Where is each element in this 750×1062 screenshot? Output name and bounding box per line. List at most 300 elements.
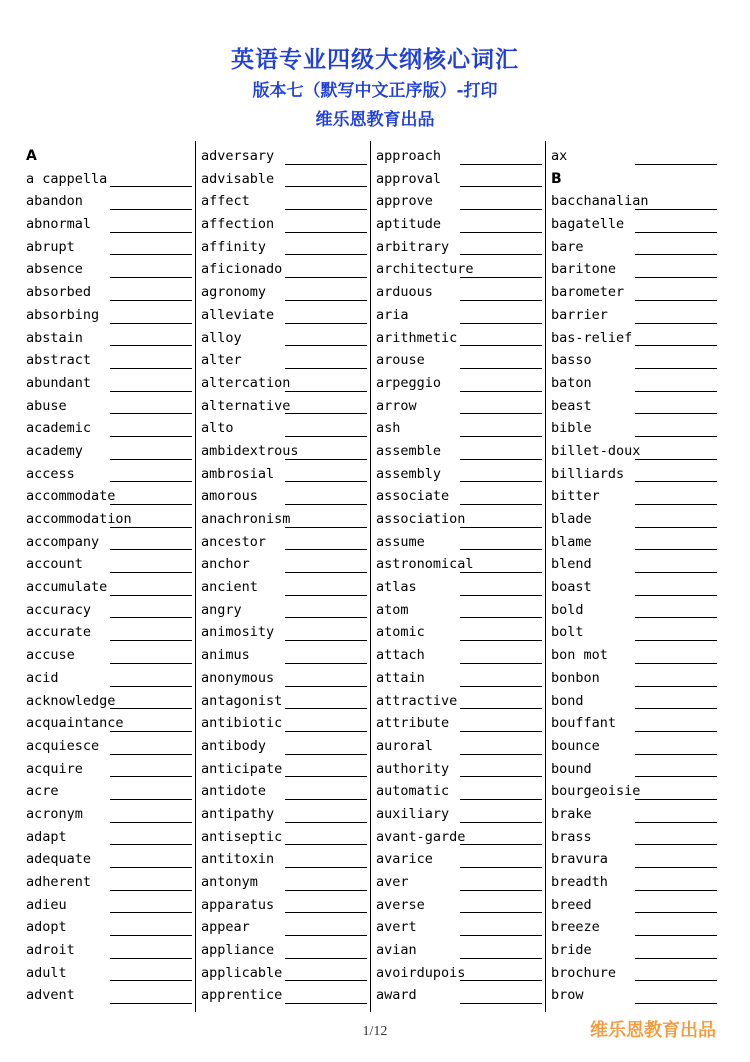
vocab-row: [376, 281, 546, 304]
answer-blank: [285, 254, 367, 255]
vocab-word: automatic: [376, 783, 450, 800]
vocab-row: [201, 168, 371, 191]
vocab-row: [376, 599, 546, 622]
answer-blank: [460, 186, 542, 187]
vocab-word: assembly: [376, 465, 442, 482]
vocab-word: affection: [201, 216, 275, 233]
answer-blank: [110, 368, 192, 369]
vocab-word: atlas: [376, 579, 417, 596]
vocab-word: abrupt: [26, 238, 75, 255]
vocab-word: adequate: [26, 851, 92, 868]
answer-blank: [635, 799, 717, 800]
vocab-word: bon mot: [551, 647, 608, 664]
vocab-word: avant-garde: [376, 828, 466, 845]
vocab-row: [551, 258, 721, 281]
vocab-row: [376, 644, 546, 667]
vocab-row: [376, 531, 546, 554]
vocab-row: [26, 168, 196, 191]
vocab-word: aptitude: [376, 216, 442, 233]
answer-blank: [635, 844, 717, 845]
answer-blank: [110, 209, 192, 210]
vocab-word: ancestor: [201, 533, 267, 550]
vocab-word: abstain: [26, 329, 83, 346]
vocab-word: acquire: [26, 760, 83, 777]
vocab-row: [376, 667, 546, 690]
answer-blank: [285, 413, 367, 414]
vocab-word: advisable: [201, 170, 275, 187]
vocab-row: [201, 962, 371, 985]
answer-blank: [635, 504, 717, 505]
answer-blank: [110, 549, 192, 550]
answer-blank: [460, 822, 542, 823]
answer-blank: [460, 890, 542, 891]
vocab-row: [551, 916, 721, 939]
vocab-word: ambrosial: [201, 465, 275, 482]
vocab-row: [376, 871, 546, 894]
vocab-word: a cappella: [26, 170, 108, 187]
vocab-row: [26, 553, 196, 576]
answer-blank: [635, 595, 717, 596]
vocab-row: [551, 440, 721, 463]
vocab-word: bravura: [551, 851, 608, 868]
answer-blank: [110, 186, 192, 187]
vocab-word: arithmetic: [376, 329, 458, 346]
answer-blank: [635, 1003, 717, 1004]
vocab-word: auxiliary: [376, 805, 450, 822]
vocab-word: apprentice: [201, 987, 283, 1004]
vocab-row: [551, 281, 721, 304]
vocab-row: [376, 145, 546, 168]
vocab-word: arouse: [376, 352, 425, 369]
vocab-word: billet-doux: [551, 442, 641, 459]
vocab-row: [26, 916, 196, 939]
answer-blank: [285, 572, 367, 573]
vocab-row: [26, 621, 196, 644]
answer-blank: [635, 368, 717, 369]
vocab-word: beast: [551, 397, 592, 414]
answer-blank: [460, 867, 542, 868]
vocab-row: [26, 213, 196, 236]
answer-blank: [635, 481, 717, 482]
vocab-row: [551, 894, 721, 917]
vocab-word: affect: [201, 193, 250, 210]
vocab-word: agronomy: [201, 284, 267, 301]
vocab-row: [26, 576, 196, 599]
vocab-word: avert: [376, 919, 417, 936]
vocab-row: [551, 531, 721, 554]
vocab-word: alloy: [201, 329, 242, 346]
vocab-word: breed: [551, 896, 592, 913]
vocab-row: [201, 712, 371, 735]
vocab-row: [376, 372, 546, 395]
vocab-word: attribute: [376, 715, 450, 732]
vocab-row: [551, 712, 721, 735]
vocab-word: anonymous: [201, 669, 275, 686]
answer-blank: [110, 481, 192, 482]
answer-blank: [460, 754, 542, 755]
answer-blank: [110, 867, 192, 868]
page-subtitle: 版本七（默写中文正序版）-打印: [252, 81, 498, 101]
answer-blank: [635, 164, 717, 165]
answer-blank: [635, 413, 717, 414]
vocab-row: [201, 440, 371, 463]
answer-blank: [285, 617, 367, 618]
vocab-row: [201, 145, 371, 168]
vocab-row: [376, 916, 546, 939]
vocab-word: approval: [376, 170, 442, 187]
vocab-word: accurate: [26, 624, 92, 641]
vocab-word: alter: [201, 352, 242, 369]
answer-blank: [110, 912, 192, 913]
answer-blank: [285, 663, 367, 664]
vocab-word: amorous: [201, 488, 258, 505]
answer-blank: [460, 980, 542, 981]
answer-blank: [110, 799, 192, 800]
vocab-word: barrier: [551, 306, 608, 323]
vocab-word: blade: [551, 511, 592, 527]
vocab-row: [201, 281, 371, 304]
answer-blank: [460, 572, 542, 573]
vocab-word: antidote: [201, 783, 267, 800]
answer-blank: [285, 686, 367, 687]
answer-blank: [635, 391, 717, 392]
vocab-row: [201, 531, 371, 554]
vocab-row: [551, 735, 721, 758]
vocab-row: [201, 826, 371, 849]
vocab-word: acronym: [26, 805, 83, 822]
vocab-word: abstract: [26, 352, 92, 369]
answer-blank: [285, 209, 367, 210]
vocab-row: [376, 395, 546, 418]
answer-blank: [110, 413, 192, 414]
answer-blank: [110, 595, 192, 596]
vocab-word: arbitrary: [376, 238, 450, 255]
answer-blank: [635, 890, 717, 891]
vocab-word: antonym: [201, 874, 258, 890]
answer-blank: [110, 391, 192, 392]
answer-blank: [635, 277, 717, 278]
answer-blank: [285, 300, 367, 301]
answer-blank: [460, 708, 542, 709]
vocab-row: [376, 621, 546, 644]
section-letter-heading: [26, 145, 196, 168]
vocab-row: [376, 258, 546, 281]
answer-blank: [635, 708, 717, 709]
answer-blank: [285, 164, 367, 165]
vocab-row: [376, 463, 546, 486]
answer-blank: [635, 345, 717, 346]
vocab-word: bond: [551, 692, 584, 709]
vocab-row: [26, 258, 196, 281]
answer-blank: [285, 844, 367, 845]
answer-blank: [285, 277, 367, 278]
vocab-row: [376, 417, 546, 440]
vocab-row: [201, 372, 371, 395]
answer-blank: [110, 686, 192, 687]
answer-blank: [285, 391, 367, 392]
vocab-word: avian: [376, 942, 417, 959]
answer-blank: [285, 595, 367, 596]
vocab-word: absorbing: [26, 306, 100, 323]
answer-blank: [460, 300, 542, 301]
vocab-row: [26, 712, 196, 735]
answer-blank: [460, 686, 542, 687]
vocab-row: [26, 690, 196, 713]
vocab-row: [26, 735, 196, 758]
answer-blank: [460, 527, 542, 528]
vocab-word: appear: [201, 919, 250, 936]
answer-blank: [460, 345, 542, 346]
vocab-row: [201, 576, 371, 599]
vocab-row: [201, 304, 371, 327]
vocab-word: academic: [26, 420, 92, 437]
answer-blank: [285, 1003, 367, 1004]
vocab-word: assume: [376, 533, 425, 550]
answer-blank: [460, 640, 542, 641]
answer-blank: [635, 980, 717, 981]
answer-blank: [110, 822, 192, 823]
answer-blank: [460, 368, 542, 369]
vocab-word: abnormal: [26, 216, 92, 233]
vocab-word: bourgeoisie: [551, 783, 641, 800]
vocab-column-1: [26, 145, 196, 1007]
vocab-row: [201, 621, 371, 644]
vocab-row: [551, 871, 721, 894]
vocab-word: award: [376, 987, 417, 1004]
answer-blank: [460, 164, 542, 165]
vocab-word: ancient: [201, 579, 258, 596]
vocab-row: [26, 667, 196, 690]
vocab-word: antipathy: [201, 805, 275, 822]
vocab-row: [551, 803, 721, 826]
vocab-row: [201, 213, 371, 236]
vocab-row: [26, 871, 196, 894]
answer-blank: [635, 754, 717, 755]
vocab-word: animus: [201, 647, 250, 664]
vocab-row: [376, 735, 546, 758]
answer-blank: [285, 504, 367, 505]
answer-blank: [285, 799, 367, 800]
answer-blank: [460, 549, 542, 550]
vocab-column-2: [201, 145, 371, 1007]
vocab-row: [551, 304, 721, 327]
vocab-row: [201, 939, 371, 962]
watermark-logo: 维乐恩教育出品: [590, 1020, 716, 1041]
vocab-row: [201, 395, 371, 418]
vocab-word: baritone: [551, 261, 617, 278]
answer-blank: [635, 549, 717, 550]
vocab-word: aver: [376, 874, 409, 890]
vocab-word: approve: [376, 193, 433, 210]
vocab-row: [376, 690, 546, 713]
vocab-word: baton: [551, 374, 592, 391]
vocab-row: [26, 372, 196, 395]
vocab-word: animosity: [201, 624, 275, 641]
vocab-word: brake: [551, 805, 592, 822]
vocab-word: alleviate: [201, 306, 275, 323]
answer-blank: [635, 323, 717, 324]
answer-blank: [285, 481, 367, 482]
answer-blank: [110, 980, 192, 981]
vocab-row: [201, 758, 371, 781]
vocab-word: adversary: [201, 148, 275, 164]
vocab-word: antagonist: [201, 692, 283, 709]
answer-blank: [460, 504, 542, 505]
vocab-word: bonbon: [551, 669, 600, 686]
vocab-row: [376, 780, 546, 803]
answer-blank: [285, 232, 367, 233]
vocab-row: [26, 848, 196, 871]
vocab-word: access: [26, 465, 75, 482]
vocab-row: [26, 984, 196, 1007]
answer-blank: [460, 844, 542, 845]
vocab-word: bacchanalian: [551, 193, 649, 210]
vocab-word: association: [376, 511, 466, 527]
vocab-row: [201, 599, 371, 622]
vocab-column-3: [376, 145, 546, 1007]
answer-blank: [110, 663, 192, 664]
vocab-word: bound: [551, 760, 592, 777]
vocab-row: [26, 349, 196, 372]
vocab-word: brochure: [551, 964, 617, 981]
answer-blank: [110, 1003, 192, 1004]
vocab-row: [376, 349, 546, 372]
answer-blank: [635, 822, 717, 823]
vocab-row: [201, 984, 371, 1007]
answer-blank: [635, 640, 717, 641]
vocab-word: angry: [201, 601, 242, 618]
vocab-row: [551, 848, 721, 871]
vocab-row: [201, 735, 371, 758]
answer-blank: [285, 754, 367, 755]
vocab-word: approach: [376, 148, 442, 164]
vocab-row: [26, 644, 196, 667]
vocab-word: avoirdupois: [376, 964, 466, 981]
answer-blank: [110, 844, 192, 845]
answer-blank: [285, 368, 367, 369]
vocab-row: [376, 576, 546, 599]
section-letter: B: [551, 170, 562, 187]
answer-blank: [635, 935, 717, 936]
answer-blank: [460, 232, 542, 233]
answer-blank: [460, 958, 542, 959]
vocab-word: blend: [551, 556, 592, 573]
answer-blank: [285, 345, 367, 346]
vocab-row: [376, 190, 546, 213]
vocab-word: antibiotic: [201, 715, 283, 732]
vocab-word: boast: [551, 579, 592, 596]
answer-blank: [460, 459, 542, 460]
vocab-word: antiseptic: [201, 828, 283, 845]
vocab-word: alternative: [201, 397, 291, 414]
vocab-row: [551, 190, 721, 213]
vocab-word: arpeggio: [376, 374, 442, 391]
answer-blank: [285, 776, 367, 777]
vocab-word: adult: [26, 964, 67, 981]
answer-blank: [285, 527, 367, 528]
answer-blank: [285, 890, 367, 891]
vocab-row: [376, 712, 546, 735]
vocab-row: [376, 327, 546, 350]
vocab-row: [26, 463, 196, 486]
vocab-word: accompany: [26, 533, 100, 550]
vocab-row: [26, 395, 196, 418]
vocab-row: [551, 962, 721, 985]
vocab-row: [201, 848, 371, 871]
vocab-row: [551, 984, 721, 1007]
section-letter: A: [26, 148, 37, 164]
vocab-row: [376, 440, 546, 463]
vocab-row: [376, 553, 546, 576]
answer-blank: [285, 186, 367, 187]
vocab-row: [26, 281, 196, 304]
vocab-word: attain: [376, 669, 425, 686]
vocab-word: aria: [376, 306, 409, 323]
vocab-word: academy: [26, 442, 83, 459]
vocab-row: [376, 236, 546, 259]
answer-blank: [110, 254, 192, 255]
answer-blank: [110, 232, 192, 233]
vocab-word: auroral: [376, 737, 433, 754]
vocab-word: altercation: [201, 374, 291, 391]
vocab-word: alto: [201, 420, 234, 437]
answer-blank: [460, 799, 542, 800]
vocab-row: [551, 213, 721, 236]
vocab-word: adapt: [26, 828, 67, 845]
vocab-row: [376, 485, 546, 508]
vocab-row: [551, 758, 721, 781]
vocab-word: acquiesce: [26, 737, 100, 754]
vocab-word: bible: [551, 420, 592, 437]
vocab-row: [26, 485, 196, 508]
vocab-row: [551, 667, 721, 690]
vocab-word: apparatus: [201, 896, 275, 913]
vocab-row: [376, 508, 546, 531]
vocab-word: bouffant: [551, 715, 617, 732]
vocab-word: anachronism: [201, 511, 291, 527]
answer-blank: [285, 935, 367, 936]
answer-blank: [460, 481, 542, 482]
answer-blank: [110, 640, 192, 641]
vocab-word: anticipate: [201, 760, 283, 777]
vocab-word: bold: [551, 601, 584, 618]
vocab-word: antitoxin: [201, 851, 275, 868]
answer-blank: [110, 617, 192, 618]
vocab-row: [551, 508, 721, 531]
answer-blank: [285, 822, 367, 823]
vocab-row: [376, 894, 546, 917]
vocab-row: [551, 826, 721, 849]
answer-blank: [460, 413, 542, 414]
answer-blank: [110, 345, 192, 346]
answer-blank: [460, 254, 542, 255]
vocab-word: ax: [551, 148, 568, 164]
vocab-row: [201, 803, 371, 826]
vocab-row: [201, 485, 371, 508]
vocab-row: [551, 621, 721, 644]
vocab-word: affinity: [201, 238, 267, 255]
page-title: 英语专业四级大纲核心词汇: [231, 47, 519, 73]
vocab-row: [376, 803, 546, 826]
vocab-word: advent: [26, 987, 75, 1004]
answer-blank: [460, 1003, 542, 1004]
vocab-row: [201, 871, 371, 894]
vocab-word: bas-relief: [551, 329, 633, 346]
answer-blank: [635, 731, 717, 732]
vocab-word: ambidextrous: [201, 442, 299, 459]
vocab-word: attractive: [376, 692, 458, 709]
vocab-row: [551, 576, 721, 599]
